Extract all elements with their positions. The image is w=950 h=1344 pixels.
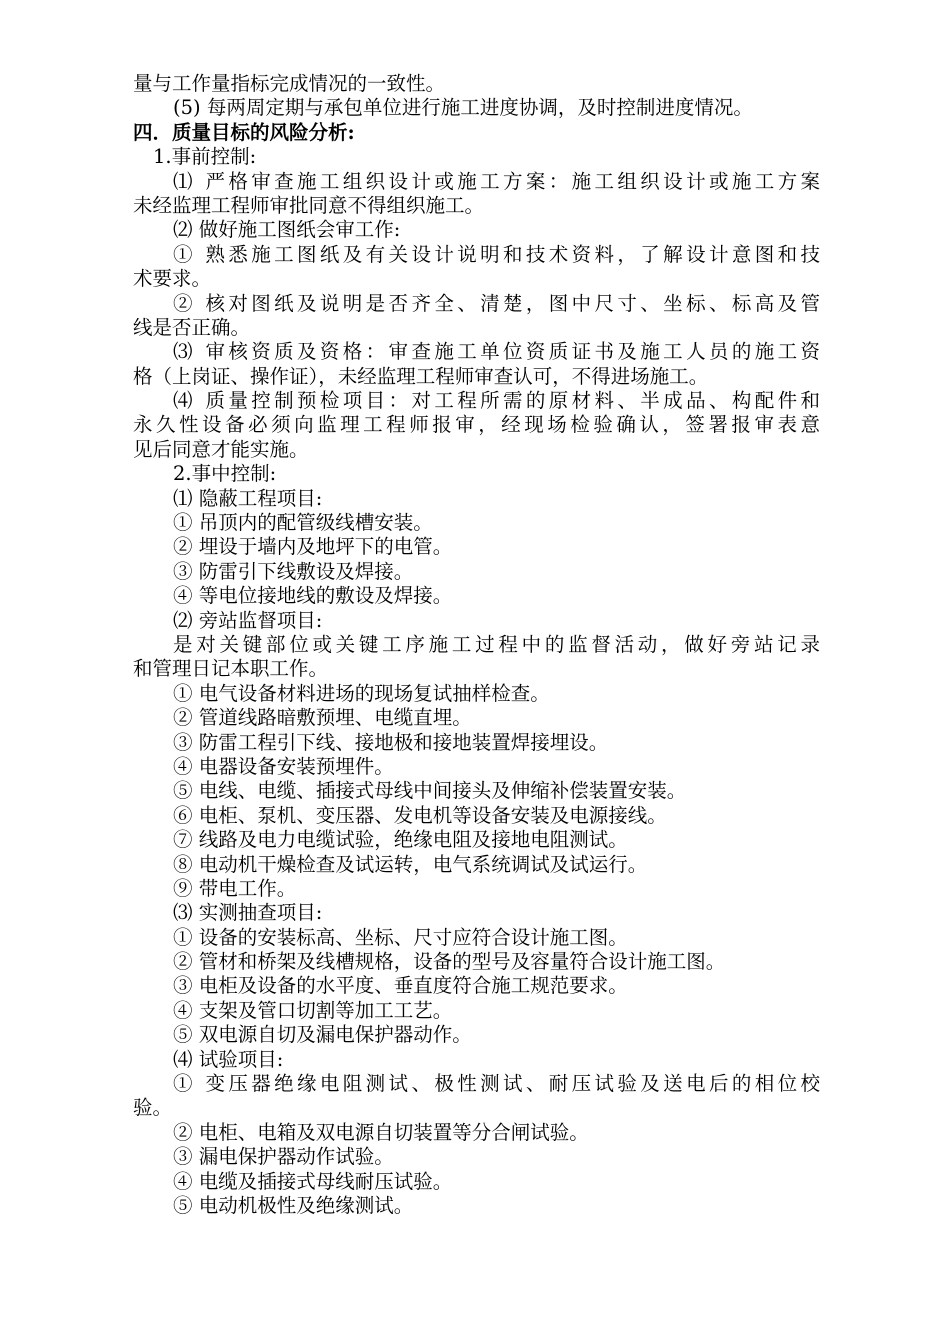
- text-line: 术要求。: [133, 267, 212, 291]
- text-line: ⑵ 做好施工图纸会审工作:: [173, 218, 401, 242]
- text-line: ③ 漏电保护器动作试验。: [173, 1145, 394, 1169]
- text-line: 永久性设备必须向监理工程师报审，经现场检验确认，签署报审表意: [133, 413, 820, 437]
- text-line: 线是否正确。: [133, 315, 251, 339]
- text-line: ① 电气设备材料进场的现场复试抽样检查。: [173, 681, 550, 705]
- text-line: 2.事中控制:: [173, 462, 277, 486]
- text-line: ⑤ 电线、电缆、插接式母线中间接头及伸缩补偿装置安装。: [173, 779, 687, 803]
- text-line: 见后同意才能实施。: [133, 437, 309, 461]
- text-line: ④ 电缆及插接式母线耐压试验。: [173, 1169, 453, 1193]
- text-line: ② 电柜、电箱及双电源自切装置等分合闸试验。: [173, 1120, 589, 1144]
- text-line: 验。: [133, 1096, 173, 1120]
- text-line: ⑷ 质量控制预检项目：对工程所需的原材料、半成品、构配件和: [173, 389, 820, 413]
- text-line: ② 核对图纸及说明是否齐全、清楚，图中尺寸、坐标、标高及管: [173, 291, 820, 315]
- text-line: ⑦ 线路及电力电缆试验，绝缘电阻及接地电阻测试。: [173, 828, 628, 852]
- text-line: ③ 防雷工程引下线、接地极和接地装置焊接埋设。: [173, 730, 609, 754]
- text-line: ② 管道线路暗敷预埋、电缆直埋。: [173, 706, 472, 730]
- text-line: ⑥ 电柜、泵机、变压器、发电机等设备安装及电源接线。: [173, 803, 667, 827]
- text-line: ④ 支架及管口切割等加工工艺。: [173, 998, 453, 1022]
- text-line: ④ 等电位接地线的敷设及焊接。: [173, 584, 453, 608]
- text-line: 和管理日记本职工作。: [133, 657, 329, 681]
- text-line: ④ 电器设备安装预埋件。: [173, 754, 394, 778]
- document-body: [133, 72, 820, 1218]
- text-line: ⑴ 隐蔽工程项目:: [173, 486, 323, 510]
- text-line: ② 管材和桥架及线槽规格，设备的型号及容量符合设计施工图。: [173, 950, 726, 974]
- text-line: 未经监理工程师审批同意不得组织施工。: [133, 193, 485, 217]
- text-line: ⑧ 电动机干燥检查及试运转，电气系统调试及试运行。: [173, 852, 648, 876]
- text-line: ⑶ 审核资质及资格：审查施工单位资质证书及施工人员的施工资: [173, 340, 820, 364]
- text-line: 格（上岗证、操作证），未经监理工程师审查认可，不得进场施工。: [133, 364, 709, 388]
- text-line: ⑴ 严格审查施工组织设计或施工方案：施工组织设计或施工方案: [173, 169, 820, 193]
- text-line: ⑶ 实测抽查项目:: [173, 901, 323, 925]
- text-line: ① 设备的安装标高、坐标、尺寸应符合设计施工图。: [173, 925, 628, 949]
- text-line: 是对关键部位或关键工序施工过程中的监督活动，做好旁站记录: [173, 632, 820, 656]
- text-line: (5) 每两周定期与承包单位进行施工进度协调，及时控制进度情况。: [173, 96, 753, 120]
- text-line: ① 变压器绝缘电阻测试、极性测试、耐压试验及送电后的相位校: [173, 1072, 820, 1096]
- text-line: ① 吊顶内的配管级线槽安装。: [173, 511, 433, 535]
- text-line: ⑷ 试验项目:: [173, 1047, 284, 1071]
- text-line: 1.事前控制:: [153, 145, 257, 169]
- text-line: ③ 防雷引下线敷设及焊接。: [173, 559, 414, 583]
- text-line: ⑵ 旁站监督项目:: [173, 608, 323, 632]
- text-line: 量与工作量指标完成情况的一致性。: [133, 72, 446, 95]
- text-line: ② 埋设于墙内及地坪下的电管。: [173, 535, 453, 559]
- text-line: ⑤ 电动机极性及绝缘测试。: [173, 1193, 414, 1217]
- text-line: ⑨ 带电工作。: [173, 876, 297, 900]
- text-line: ⑤ 双电源自切及漏电保护器动作。: [173, 1023, 472, 1047]
- text-line: ③ 电柜及设备的水平度、垂直度符合施工规范要求。: [173, 974, 628, 998]
- text-line: ① 熟悉施工图纸及有关设计说明和技术资料，了解设计意图和技: [173, 242, 820, 266]
- section-heading: 四．质量目标的风险分析:: [133, 120, 355, 144]
